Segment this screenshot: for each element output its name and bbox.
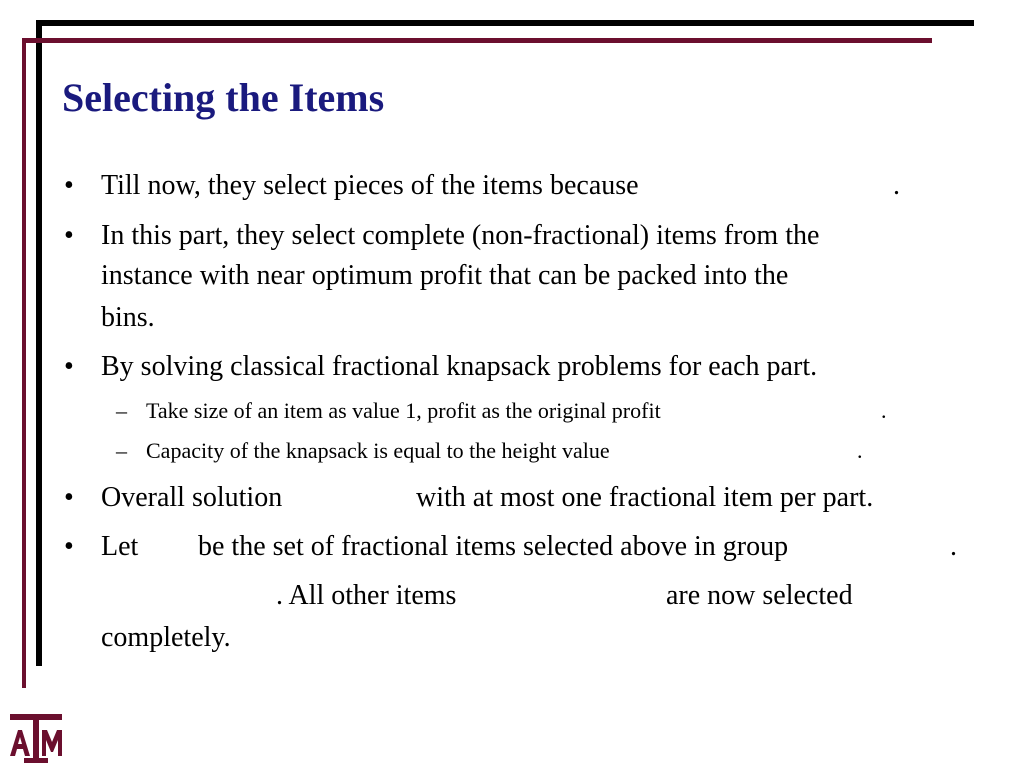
bullet-tail: . bbox=[893, 170, 900, 201]
bullet-tail: . bbox=[950, 531, 957, 562]
bullet-text: By solving classical fractional knapsack problems for each part. bbox=[101, 351, 818, 382]
bullet-text-part: are now selected bbox=[666, 580, 853, 611]
accent-top-line bbox=[22, 38, 932, 43]
sub-bullet-tail: . bbox=[857, 438, 863, 463]
sub-bullet-marker: – bbox=[116, 438, 127, 463]
frame-left-line bbox=[36, 20, 42, 666]
slide-title: Selecting the Items bbox=[62, 75, 385, 120]
bullet-marker: • bbox=[64, 351, 74, 382]
bullet-text-part: Overall solution bbox=[101, 482, 283, 513]
bullet-text-part: Let bbox=[101, 531, 139, 562]
atm-logo-icon bbox=[8, 712, 64, 764]
bullet-text-line: bins. bbox=[101, 302, 155, 333]
accent-left-line bbox=[22, 38, 26, 688]
bullet-text: Till now, they select pieces of the items because bbox=[101, 170, 639, 201]
bullet-text-part: be the set of fractional items selected above in group bbox=[198, 531, 789, 562]
bullet-marker: • bbox=[64, 482, 74, 513]
bullet-marker: • bbox=[64, 220, 74, 251]
sub-bullet-text: Capacity of the knapsack is equal to the height value bbox=[146, 438, 610, 463]
bullet-text-part: with at most one fractional item per part. bbox=[416, 482, 874, 513]
bullet-text-part: . All other items bbox=[276, 580, 457, 611]
bullet-text-part: completely. bbox=[101, 622, 231, 653]
bullet-text-line: instance with near optimum profit that can be packed into the bbox=[101, 260, 789, 291]
sub-bullet-marker: – bbox=[116, 398, 127, 423]
bullet-text-line: In this part, they select complete (non-fractional) items from the bbox=[101, 220, 820, 251]
sub-bullet-text: Take size of an item as value 1, profit as the original profit bbox=[146, 398, 661, 423]
bullet-marker: • bbox=[64, 531, 74, 562]
bullet-marker: • bbox=[64, 170, 74, 201]
frame-top-line bbox=[40, 20, 974, 26]
sub-bullet-tail: . bbox=[881, 398, 887, 423]
